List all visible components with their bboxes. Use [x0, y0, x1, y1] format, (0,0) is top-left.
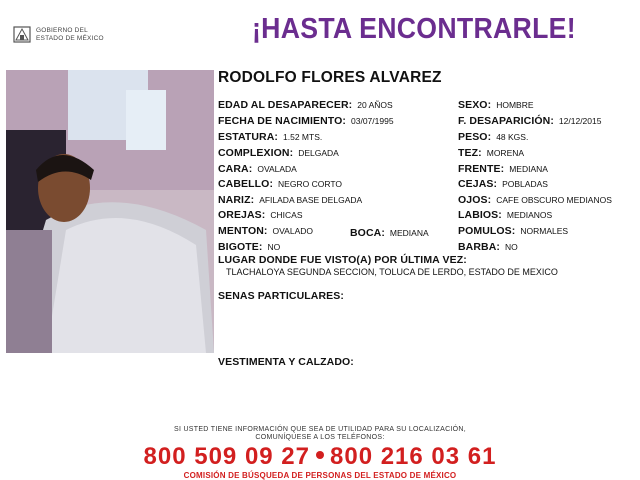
- field-value: NEGRO CORTO: [278, 179, 342, 189]
- field-label: CEJAS:: [458, 178, 498, 190]
- separator-dot-icon: [316, 451, 324, 459]
- field-label: COMPLEXION:: [218, 147, 294, 159]
- field-label: F. DESAPARICIÓN:: [458, 115, 554, 127]
- field-value: MORENA: [486, 148, 525, 158]
- field-label: OJOS:: [458, 194, 492, 206]
- field-label: FECHA DE NACIMIENTO:: [218, 115, 346, 127]
- field-label: LABIOS:: [458, 209, 502, 221]
- phone-2[interactable]: 800 216 03 61: [330, 443, 497, 470]
- field-value: 48 KGS.: [496, 132, 529, 142]
- field-label: POMULOS:: [458, 225, 516, 237]
- field-value: 03/07/1995: [351, 116, 394, 126]
- field-label: CABELLO:: [218, 178, 274, 190]
- field-value: MEDIANA: [509, 164, 548, 174]
- field-value: OVALADO: [272, 226, 313, 236]
- field-label: OREJAS:: [218, 209, 266, 221]
- field-label: MENTON:: [218, 225, 268, 237]
- field-label: TEZ:: [458, 147, 482, 159]
- headline: ¡HASTA ENCONTRARLE!: [252, 13, 576, 45]
- field-value: 20 AÑOS: [357, 100, 393, 110]
- last-seen-label: LUGAR DONDE FUE VISTO(A) POR ÚLTIMA VEZ:: [218, 254, 467, 266]
- person-name: RODOLFO FLORES ALVAREZ: [218, 69, 442, 86]
- field-label: BARBA:: [458, 241, 501, 253]
- field-barba: [458, 237, 518, 255]
- clothing-label: VESTIMENTA Y CALZADO:: [218, 356, 354, 368]
- field-value: POBLADAS: [502, 179, 548, 189]
- field-label: NARIZ:: [218, 194, 255, 206]
- phone-1[interactable]: 800 509 09 27: [143, 443, 310, 470]
- field-value: 12/12/2015: [558, 116, 602, 126]
- logo-line-1: GOBIERNO DEL: [36, 27, 88, 34]
- field-label: CARA:: [218, 163, 253, 175]
- field-label: ESTATURA:: [218, 131, 279, 143]
- commission-name: COMISIÓN DE BÚSQUEDA DE PERSONAS DEL ESTADO DE MÉXICO: [183, 471, 457, 480]
- field-value: AFILADA BASE DELGADA: [259, 195, 363, 205]
- field-boca: [350, 223, 429, 241]
- marks-label: SENAS PARTICULARES:: [218, 290, 344, 302]
- field-label: BOCA:: [350, 227, 385, 239]
- field-label: BIGOTE:: [218, 241, 263, 253]
- field-label: SEXO:: [458, 99, 492, 111]
- field-value: NO: [267, 242, 281, 252]
- field-value: DELGADA: [298, 148, 339, 158]
- field-label: FRENTE:: [458, 163, 505, 175]
- contact-line-2: COMUNÍQUESE A LOS TELÉFONOS:: [255, 434, 385, 441]
- field-value: MEDIANA: [389, 228, 429, 238]
- government-logo: [12, 24, 130, 46]
- field-value: CHICAS: [270, 210, 303, 220]
- last-seen-value: TLACHALOYA SEGUNDA SECCION, TOLUCA DE LERDO, ESTADO DE MEXICO: [226, 267, 558, 277]
- field-value: HOMBRE: [496, 100, 534, 110]
- person-photo: [6, 70, 214, 353]
- field-label: EDAD AL DESAPARECER:: [218, 99, 353, 111]
- field-value: OVALADA: [257, 164, 297, 174]
- field-value: NO: [505, 242, 518, 252]
- field-value: 1.52 MTS.: [283, 132, 323, 142]
- field-value: MEDIANOS: [506, 210, 553, 220]
- field-bigote: [218, 237, 280, 255]
- phone-numbers: [0, 443, 640, 471]
- state-seal-icon: [12, 24, 32, 44]
- field-value: CAFE OBSCURO MEDIANOS: [496, 195, 612, 205]
- logo-line-2: ESTADO DE MÉXICO: [36, 34, 104, 42]
- contact-line-1: SI USTED TIENE INFORMACIÓN QUE SEA DE UTILIDAD PARA SU LOCALIZACIÓN,: [173, 426, 467, 433]
- field-label: PESO:: [458, 131, 492, 143]
- field-value: NORMALES: [520, 226, 569, 236]
